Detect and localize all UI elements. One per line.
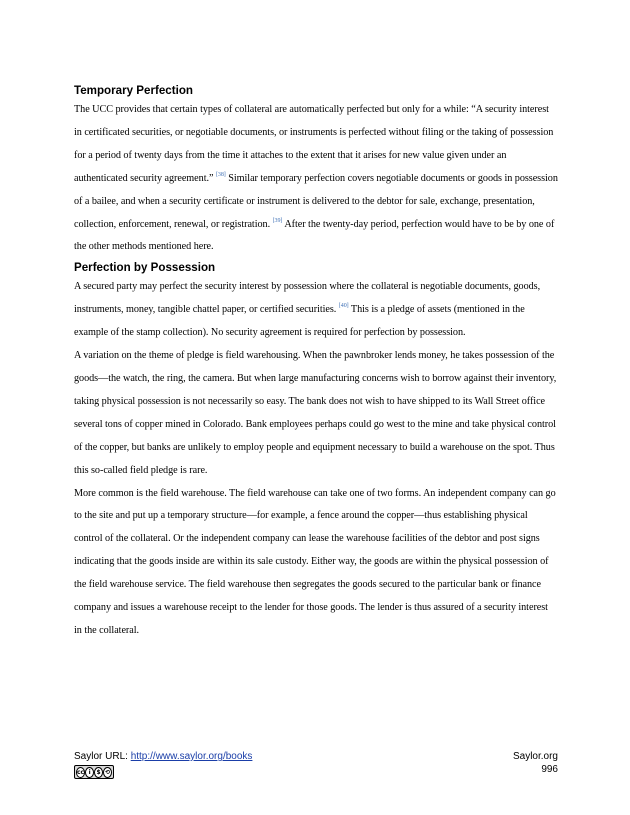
footnote-ref-40[interactable]: [40] bbox=[338, 303, 349, 310]
paragraph-temporary-perfection: The UCC provides that certain types of collateral are automatically perfected but only for a while: “A security interest in certificated securities, or negotiable documents, or instruments is perfected without filing or the taking of possession for a period of twenty days from the time it attaches to the extent that it arises for new value given under an authenticated security agreement.” [38] Similar temporary perfection covers negotiable documents or goods in possession of a bailee, and when a security certificate or instrument is delivered to the debtor for sale, exchange, presentation, collection, enforcement, renewal, or registration. [39] After the twenty-day period, perfection would have to be by one of the other methods mentioned here. bbox=[74, 104, 558, 253]
footer-page-info bbox=[513, 750, 558, 776]
saylor-books-link[interactable]: http://www.saylor.org/books bbox=[130, 751, 253, 762]
section-heading-perfection-by-possession: Perfection by Possession bbox=[74, 261, 216, 275]
footnote-ref-39[interactable]: [39] bbox=[272, 217, 283, 224]
footer-source bbox=[74, 750, 252, 763]
paragraph-field-warehouse: More common is the field warehouse. The field warehouse can take one of two forms. An independent company can go to the site and put up a temporary structure—for example, a fence around the copper—thus establishing physical control of the collateral. Or the independent company can lease the warehouse facilities of the debtor and post signs indicating that the goods inside are within its sale custody. Either way, the goods are within the physical possession of the field warehouse service. The field warehouse then segregates the goods secured to the particular bank or finance company and issues a warehouse receipt to the lender for those goods. The lender is thus assured of a security interest in the collateral. bbox=[74, 487, 556, 636]
document-page bbox=[74, 82, 558, 643]
paragraph-field-pledge: A variation on the theme of pledge is field warehousing. When the pawnbroker lends money, he takes possession of the goods—the watch, the ring, the camera. But when large manufacturing concerns wish to borrow against their inventory, taking physical possession is not necessarily so easy. The bank does not wish to have shipped to its Wall Street office several tons of copper mined in Colorado. Bank employees perhaps could go west to the mine and take physical control of the copper, but banks are unlikely to employ people and equipment necessary to build a warehouse on the spot. Thus this so-called field pledge is rare. bbox=[74, 350, 557, 476]
paragraph-possession-intro: A secured party may perfect the security interest by possession where the collateral is negotiable documents, goods, instruments, money, tangible chattel paper, or certified securities. [40] This is a pledge of assets (mentioned in the example of the stamp collection). No security agreement is required for perfection by possession. bbox=[74, 281, 541, 339]
page-number: 996 bbox=[541, 764, 558, 775]
footer-site: Saylor.org bbox=[512, 751, 558, 762]
footer-url-label: Saylor URL: bbox=[74, 751, 131, 762]
section-heading-temporary-perfection: Temporary Perfection bbox=[74, 84, 193, 97]
creative-commons-by-nc-sa-icon[interactable]: cc i $ ⟲ bbox=[74, 765, 114, 779]
footnote-ref-38[interactable]: [38] bbox=[215, 171, 226, 178]
